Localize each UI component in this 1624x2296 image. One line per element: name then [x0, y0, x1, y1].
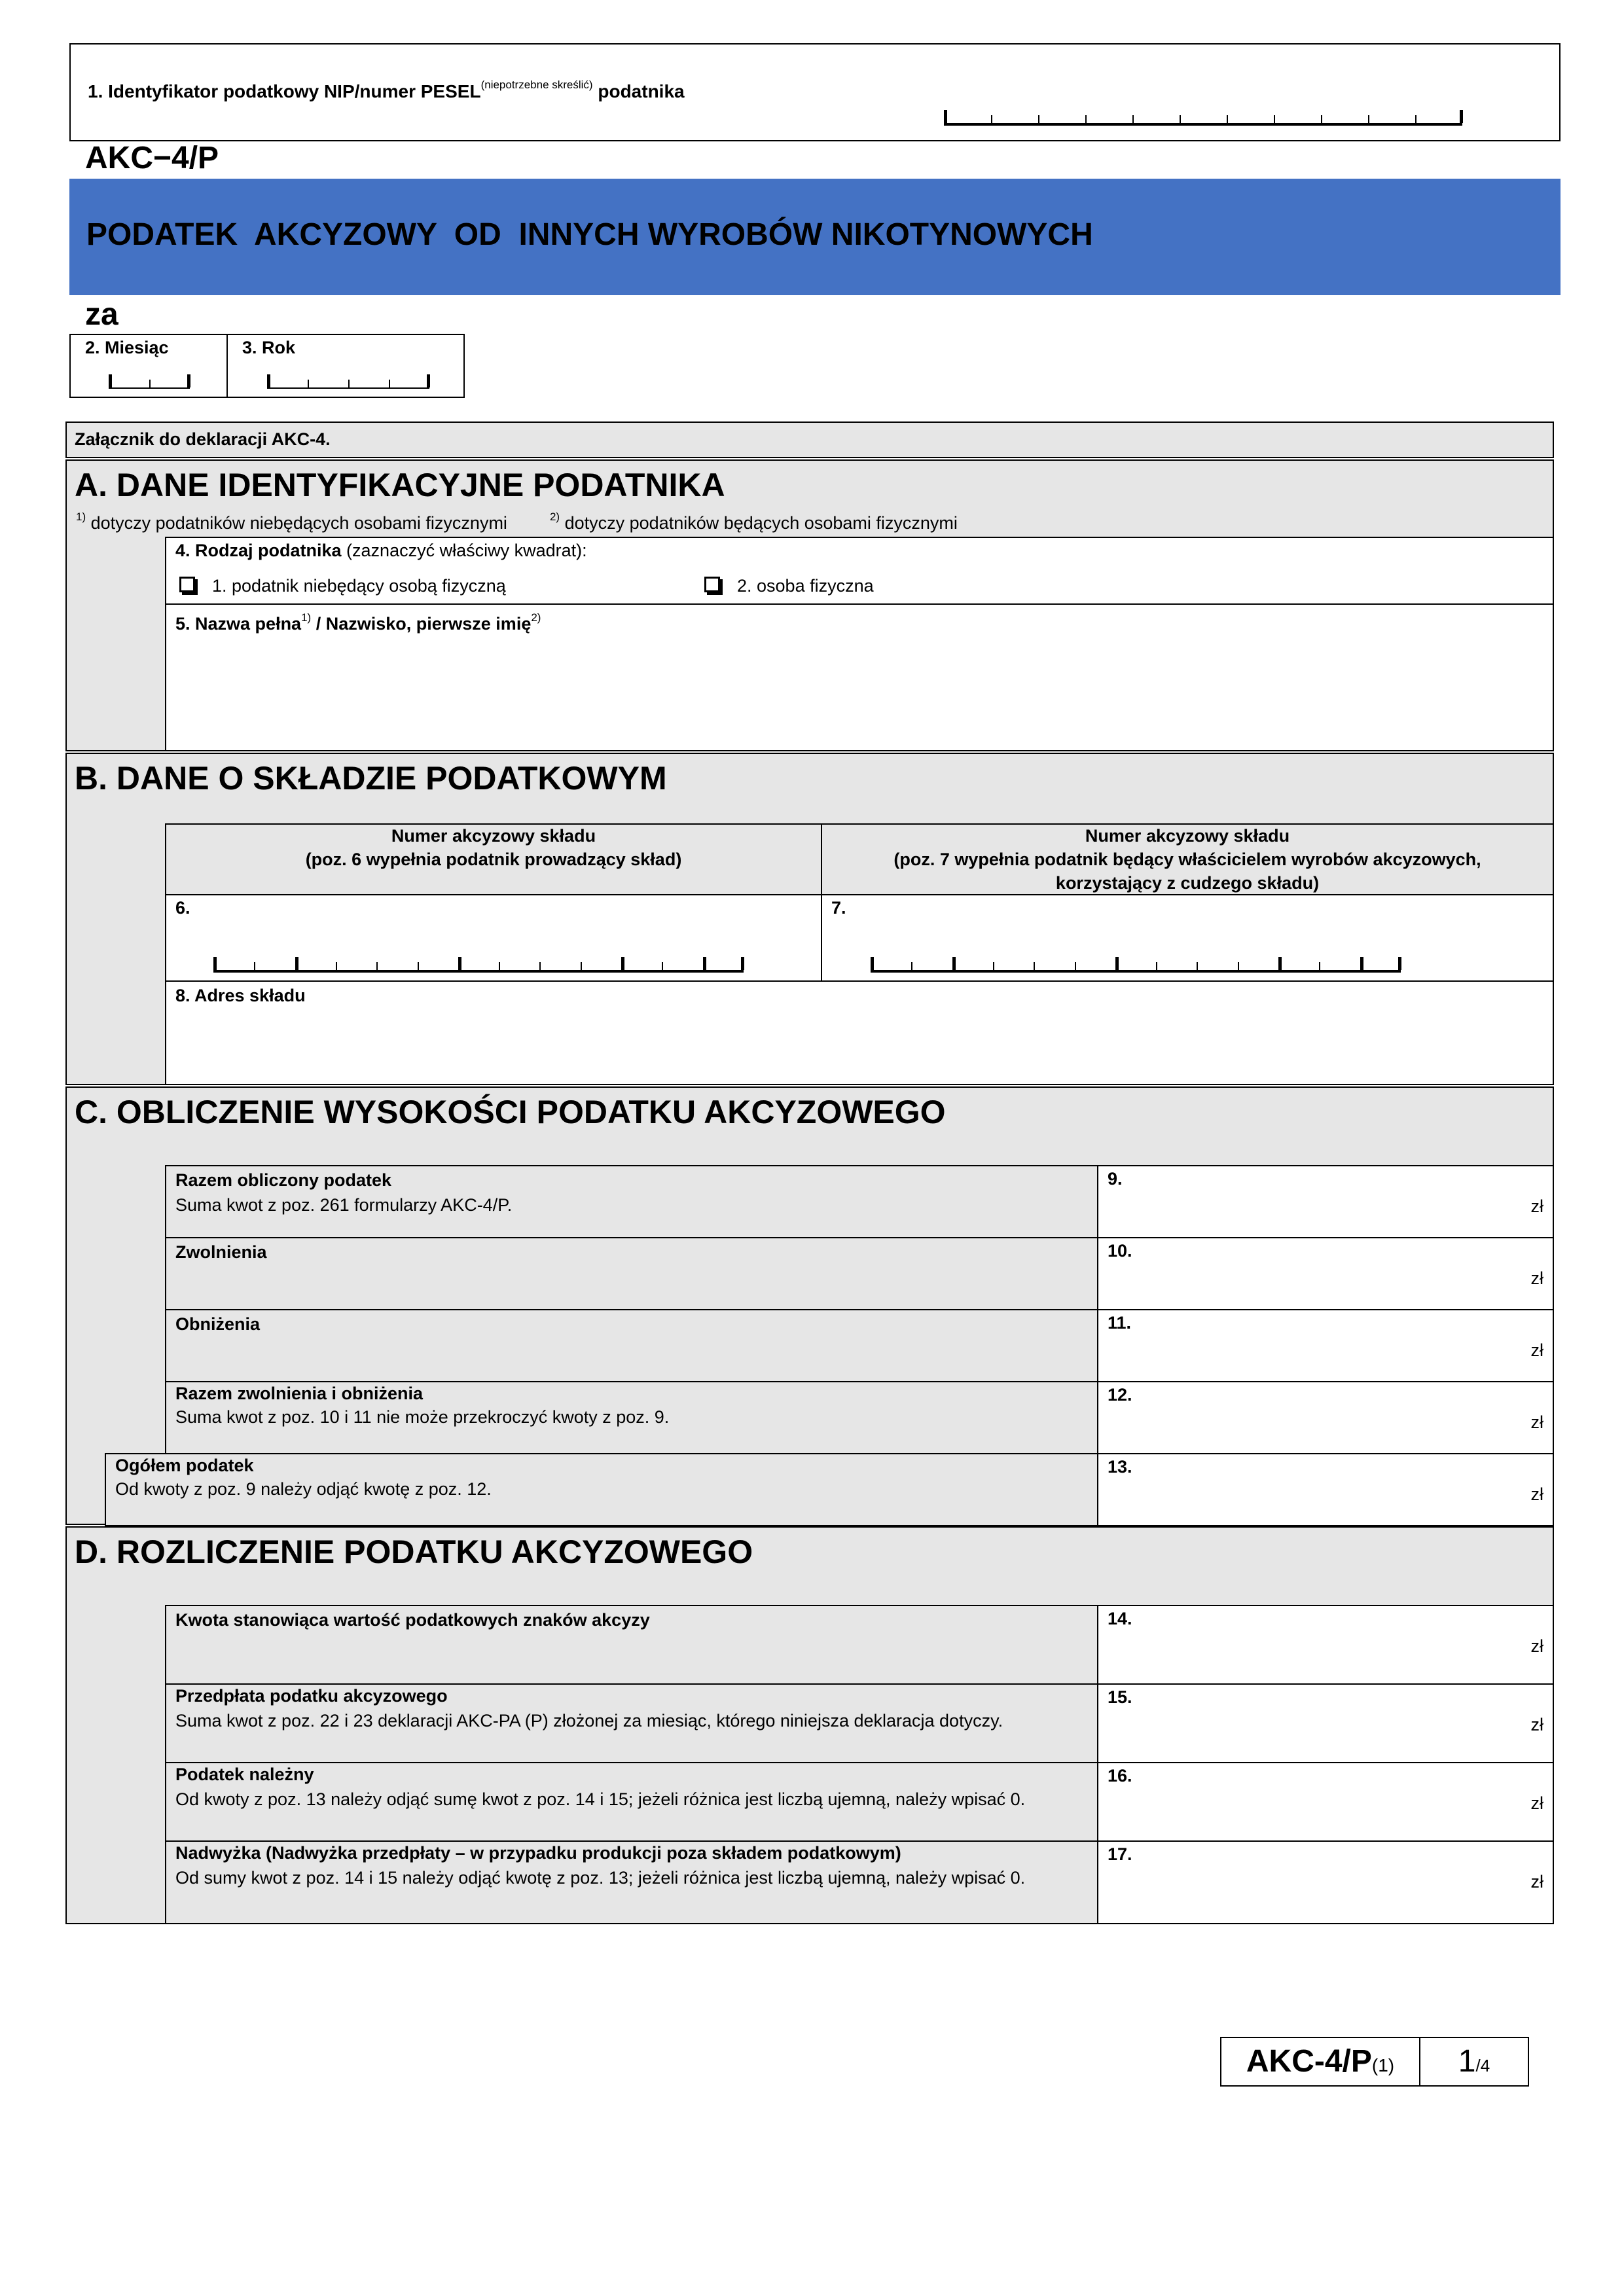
col-7-sub2: korzystający z cudzego składu): [1055, 873, 1320, 893]
checkbox-icon[interactable]: [179, 577, 195, 592]
comb-tick: [1368, 115, 1369, 123]
comb-tick: [1156, 962, 1157, 970]
col-7-header: [821, 823, 1554, 895]
comb-tick: [213, 957, 217, 970]
row-12-label-cell: Razem zwolnienia i obniżenia Suma kwot z poz. 10 i 11 nie może przekroczyć kwoty z poz. 9.: [165, 1381, 1098, 1454]
comb-tick: [581, 962, 582, 970]
row-9-label-cell: Razem obliczony podatek Suma kwot z poz. 261 formularzy AKC-4/P.: [165, 1165, 1098, 1238]
comb-tick: [1321, 115, 1322, 123]
field-4-label: 4. Rodzaj podatnika (zaznaczyć właściwy kwadrat):: [175, 541, 587, 560]
comb-tick: [109, 374, 112, 387]
year-label: 3. Rok: [242, 338, 296, 357]
comb-tick: [1180, 115, 1181, 123]
field-7-label: 7.: [831, 898, 846, 918]
attachment-note-box: [65, 422, 1554, 458]
attachment-note: Załącznik do deklaracji AKC-4.: [75, 429, 331, 449]
section-a-notes: $^{1)}$ dotyczy podatników niebędących osobami fizycznymi $^{2)}$ dotyczy podatników będących osobami fizycznymi: [76, 511, 958, 533]
comb-tick: [427, 374, 430, 387]
row-17-label-cell: Nadwyżka (Nadwyżka przedpłaty – w przypadku produkcji poza składem podatkowym) Od sumy kwot z poz. 14 i 15 należy odjąć kwotę z poz. 13; jeżeli różnica jest liczbą ujemną, należy wpisać 0.: [165, 1840, 1098, 1924]
field-5-box[interactable]: [165, 603, 1554, 751]
comb-tick: [952, 957, 956, 970]
field-8-label: 8. Adres składu: [175, 986, 306, 1005]
nip-pesel-input[interactable]: [944, 110, 1462, 126]
col-6-head: Numer akcyzowy składu: [391, 826, 596, 846]
section-a-title: A. DANE IDENTYFIKACYJNE PODATNIKA: [75, 467, 725, 503]
comb-tick: [1034, 962, 1035, 970]
section-d-title: D. ROZLICZENIE PODATKU AKCYZOWEGO: [75, 1534, 753, 1570]
comb-tick: [418, 962, 419, 970]
field-7-box: [821, 894, 1554, 982]
comb-tick: [703, 957, 706, 970]
year-box: [226, 334, 465, 398]
comb-tick: [944, 110, 947, 123]
comb-tick: [1278, 957, 1282, 970]
month-label: 2. Miesiąc: [85, 338, 169, 357]
field-16-input[interactable]: 16. zł: [1097, 1762, 1554, 1842]
row-10-label-cell: Zwolnienia: [165, 1237, 1098, 1310]
month-box: [69, 334, 228, 398]
comb-tick: [1085, 115, 1087, 123]
month-input[interactable]: [109, 374, 190, 389]
checkbox-icon[interactable]: [704, 577, 720, 592]
comb-tick: [1075, 962, 1076, 970]
comb-tick: [991, 115, 992, 123]
comb-tick: [149, 380, 151, 387]
comb-tick: [499, 962, 500, 970]
comb-tick: [741, 957, 744, 970]
row-14-label-cell: Kwota stanowiąca wartość podatkowych znaków akcyzy: [165, 1605, 1098, 1685]
nip-pesel-label: 1. Identyfikator podatkowy NIP/numer $PESEL^{(niepotrzebne skreślić)}$ podatnika: [88, 79, 685, 101]
page-number: 1/4: [1458, 2044, 1490, 2079]
footer-code-box: [1220, 2037, 1420, 2087]
field-9-input[interactable]: 9. zł: [1097, 1165, 1554, 1238]
field-11-input[interactable]: 11. zł: [1097, 1309, 1554, 1382]
za-label: za: [85, 297, 118, 332]
comb-tick: [336, 962, 337, 970]
field-4-box: [165, 537, 1554, 605]
comb-tick: [376, 962, 378, 970]
comb-tick: [911, 962, 912, 970]
comb-tick: [348, 380, 350, 387]
col-6-sub: (poz. 6 wypełnia podatnik prowadzący skład): [305, 850, 682, 869]
title-banner: [69, 179, 1561, 295]
comb-tick: [1415, 115, 1416, 123]
form-code: AKC−4/P: [85, 141, 219, 175]
comb-tick: [1360, 957, 1363, 970]
comb-tick: [1398, 957, 1401, 970]
comb-tick: [458, 957, 461, 970]
option-legal-entity[interactable]: 1. podatnik niebędący osobą fizyczną: [179, 576, 506, 596]
form-title: PODATEK AKCYZOWY OD INNYCH WYROBÓW NIKOTYNOWYCH: [86, 217, 1093, 252]
footer-code: AKC-4/P(1): [1246, 2044, 1395, 2079]
footer-page-box: [1419, 2037, 1529, 2087]
comb-tick: [1238, 962, 1239, 970]
col-7-head: Numer akcyzowy składu: [1085, 826, 1290, 846]
comb-tick: [1319, 962, 1320, 970]
row-15-label-cell: Przedpłata podatku akcyzowego Suma kwot z poz. 22 i 23 deklaracji AKC-PA (P) złożonej za miesiąc, którego niniejsza deklaracja dotyczy.: [165, 1683, 1098, 1763]
field-6-input[interactable]: [213, 957, 744, 973]
field-12-input[interactable]: 12. zł: [1097, 1381, 1554, 1454]
row-16-label-cell: Podatek należny Od kwoty z poz. 13 należy odjąć sumę kwot z poz. 14 i 15; jeżeli różnica jest liczbą ujemną, należy wpisać 0.: [165, 1762, 1098, 1842]
comb-tick: [1038, 115, 1039, 123]
comb-tick: [871, 957, 874, 970]
field-5-label: 5. Nazwa pełna$^{1)}$ / Nazwisko, pierwsze imię$^{2)}$: [175, 611, 541, 634]
comb-tick: [621, 957, 624, 970]
comb-tick: [1115, 957, 1119, 970]
field-7-input[interactable]: [871, 957, 1401, 973]
field-15-input[interactable]: 15. zł: [1097, 1683, 1554, 1763]
comb-tick: [1274, 115, 1275, 123]
comb-tick: [539, 962, 541, 970]
field-6-label: 6.: [175, 898, 190, 918]
field-6-box: [165, 894, 822, 982]
comb-tick: [389, 380, 390, 387]
comb-tick: [1132, 115, 1134, 123]
section-b-title: B. DANE O SKŁADZIE PODATKOWYM: [75, 760, 667, 797]
col-7-sub1: (poz. 7 wypełnia podatnik będący właścicielem wyrobów akcyzowych,: [893, 850, 1481, 869]
section-c-title: C. OBLICZENIE WYSOKOŚCI PODATKU AKCYZOWEGO: [75, 1094, 946, 1130]
field-10-input[interactable]: 10. zł: [1097, 1237, 1554, 1310]
comb-tick: [1197, 962, 1198, 970]
nip-pesel-box: [69, 43, 1561, 141]
col-6-header: [165, 823, 822, 895]
comb-tick: [662, 962, 663, 970]
field-14-input[interactable]: 14. zł: [1097, 1605, 1554, 1685]
comb-tick: [308, 380, 309, 387]
option-natural-person[interactable]: 2. osoba fizyczna: [704, 576, 874, 596]
year-input[interactable]: [267, 374, 429, 389]
comb-tick: [1460, 110, 1463, 123]
field-8-box[interactable]: [165, 980, 1554, 1085]
comb-tick: [254, 962, 255, 970]
comb-tick: [267, 374, 270, 387]
comb-tick: [187, 374, 190, 387]
comb-tick: [1227, 115, 1228, 123]
comb-tick: [295, 957, 298, 970]
row-13-label-cell: Ogółem podatek Od kwoty z poz. 9 należy odjąć kwotę z poz. 12.: [105, 1453, 1098, 1526]
field-13-input[interactable]: 13. zł: [1097, 1453, 1554, 1526]
row-11-label-cell: Obniżenia: [165, 1309, 1098, 1382]
comb-tick: [993, 962, 994, 970]
field-17-input[interactable]: 17. zł: [1097, 1840, 1554, 1924]
